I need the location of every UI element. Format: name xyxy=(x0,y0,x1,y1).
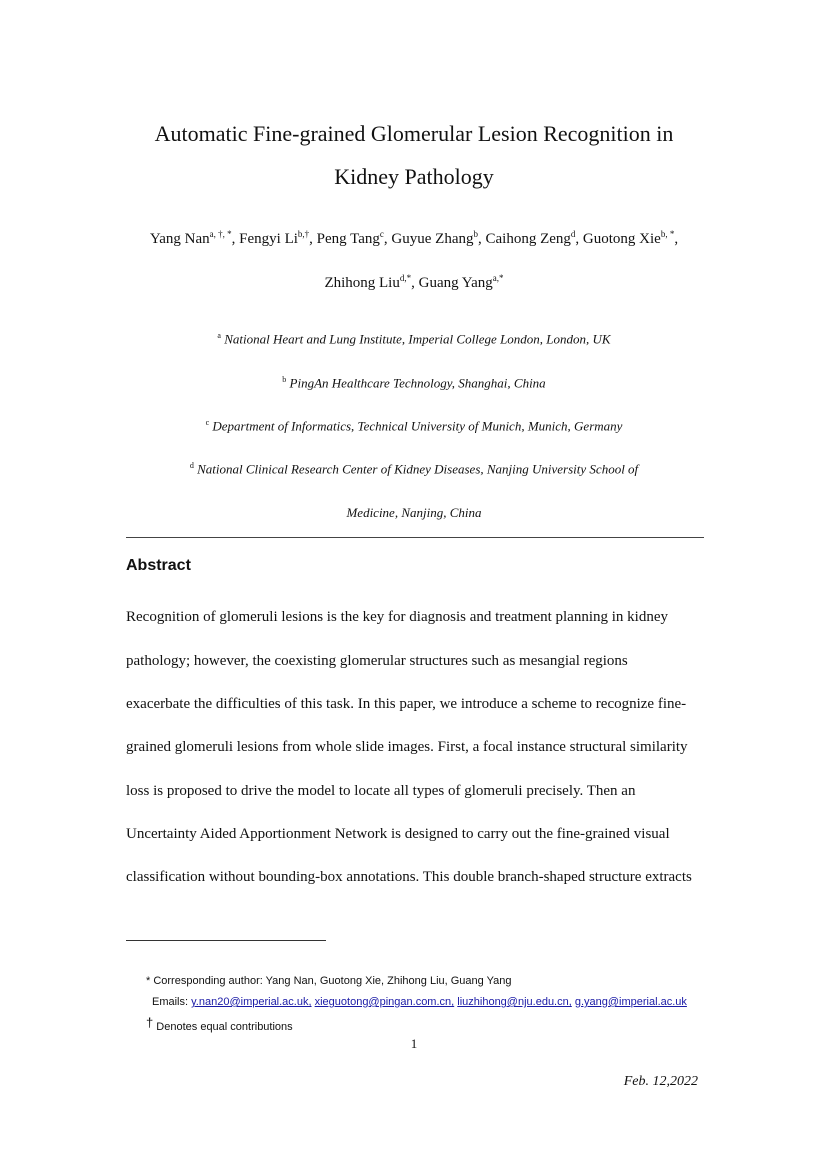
author-name: Guyue Zhang xyxy=(391,231,474,247)
affiliation-marker: d xyxy=(189,461,194,470)
affiliation-marker: a xyxy=(217,331,221,340)
footnote-divider xyxy=(126,940,326,941)
author-line-2: Zhihong Liu$^{d,*}$, Guang Yang$^{a,*}$ xyxy=(324,273,504,291)
abstract-line: grained glomeruli lesions from whole slide images. First, a focal instance structural similarity xyxy=(126,739,688,755)
author-name: Caihong Zeng xyxy=(485,231,571,247)
affiliation-marker: c xyxy=(205,418,210,427)
email-link[interactable]: y.nan20@imperial.ac.uk, xyxy=(191,996,312,1008)
author-name: Guotong Xie xyxy=(582,231,661,247)
affiliation-b xyxy=(0,375,828,391)
author-name: Fengyi Li xyxy=(239,231,298,247)
paper-title xyxy=(0,112,828,198)
email-link[interactable]: xieguotong@pingan.com.cn, xyxy=(314,996,455,1008)
abstract-heading: Abstract xyxy=(126,557,191,574)
email-link[interactable]: liuzhihong@nju.edu.cn, xyxy=(457,996,572,1008)
author-affiliation-marker: d,* xyxy=(399,273,412,283)
title-line-1: Automatic Fine-grained Glomerular Lesion Recognition in xyxy=(154,121,674,146)
equal-contribution-text: Denotes equal contributions xyxy=(156,1021,293,1033)
abstract-line: exacerbate the difficulties of this task. In this paper, we introduce a scheme to recognize fine- xyxy=(126,696,687,712)
abstract-line: Recognition of glomeruli lesions is the key for diagnosis and treatment planning in kidney xyxy=(126,609,668,625)
abstract-line: loss is proposed to drive the model to locate all types of glomeruli precisely. Then an xyxy=(126,783,636,799)
affiliation-d xyxy=(0,461,828,477)
author-affiliation-marker: a,* xyxy=(492,273,504,283)
affiliation-text: Department of Informatics, Technical University of Munich, Munich, Germany xyxy=(212,418,623,434)
author-name: Guang Yang xyxy=(418,275,493,291)
author-line-1: Yang Nan$^{a, \dagger, *}$, Fengyi $Li^{b,\dagger}$, Peng Tang$^c$, Guyue Zhang$^b$, Caihong Zeng$^d$, Guotong Xie$^{b, *}$, xyxy=(149,229,679,247)
abstract-line: pathology; however, the coexisting glomerular structures such as mesangial regions xyxy=(126,653,628,669)
affiliation-d-continued xyxy=(0,505,828,521)
author-name: Zhihong Liu xyxy=(324,275,400,291)
footnote-emails xyxy=(152,996,687,1008)
affiliation-c xyxy=(0,418,828,434)
page-number: 1 xyxy=(410,1036,418,1051)
abstract-line: classification without bounding-box annotations. This double branch-shaped structure extracts xyxy=(126,869,692,885)
title-line-2: Kidney Pathology xyxy=(334,164,494,189)
author-affiliation-marker: a, †, * xyxy=(209,229,232,239)
footnote-equal xyxy=(146,1015,293,1033)
author-affiliation-marker: d xyxy=(570,229,576,239)
author-name: Peng Tang xyxy=(316,231,380,247)
affiliation-a xyxy=(0,331,828,347)
date: Feb. 12,2022 xyxy=(623,1074,698,1089)
author-affiliation-marker: b,† xyxy=(297,229,310,239)
emails-label: Emails: xyxy=(152,996,189,1008)
affiliation-text: National Clinical Research Center of Kidney Diseases, Nanjing University School of xyxy=(197,461,639,477)
author-affiliation-marker: b, * xyxy=(660,229,675,239)
affiliation-text: Medicine, Nanjing, China xyxy=(346,505,482,520)
header-divider xyxy=(126,537,704,538)
affiliation-marker: b xyxy=(282,375,287,384)
author-affiliation-marker: b xyxy=(473,229,478,239)
author-affiliation-marker: c xyxy=(379,229,384,239)
affiliation-text: PingAn Healthcare Technology, Shanghai, China xyxy=(289,375,546,391)
email-link[interactable]: g.yang@imperial.ac.uk xyxy=(574,996,687,1008)
dagger-symbol: † xyxy=(146,1015,154,1030)
author-name: Yang Nan xyxy=(149,231,210,247)
footnote-corresponding: * Corresponding author: Yang Nan, Guotong Xie, Zhihong Liu, Guang Yang xyxy=(146,975,512,987)
affiliation-text: National Heart and Lung Institute, Imperial College London, London, UK xyxy=(224,331,611,347)
abstract-line: Uncertainty Aided Apportionment Network is designed to carry out the fine-grained visual xyxy=(126,826,670,842)
